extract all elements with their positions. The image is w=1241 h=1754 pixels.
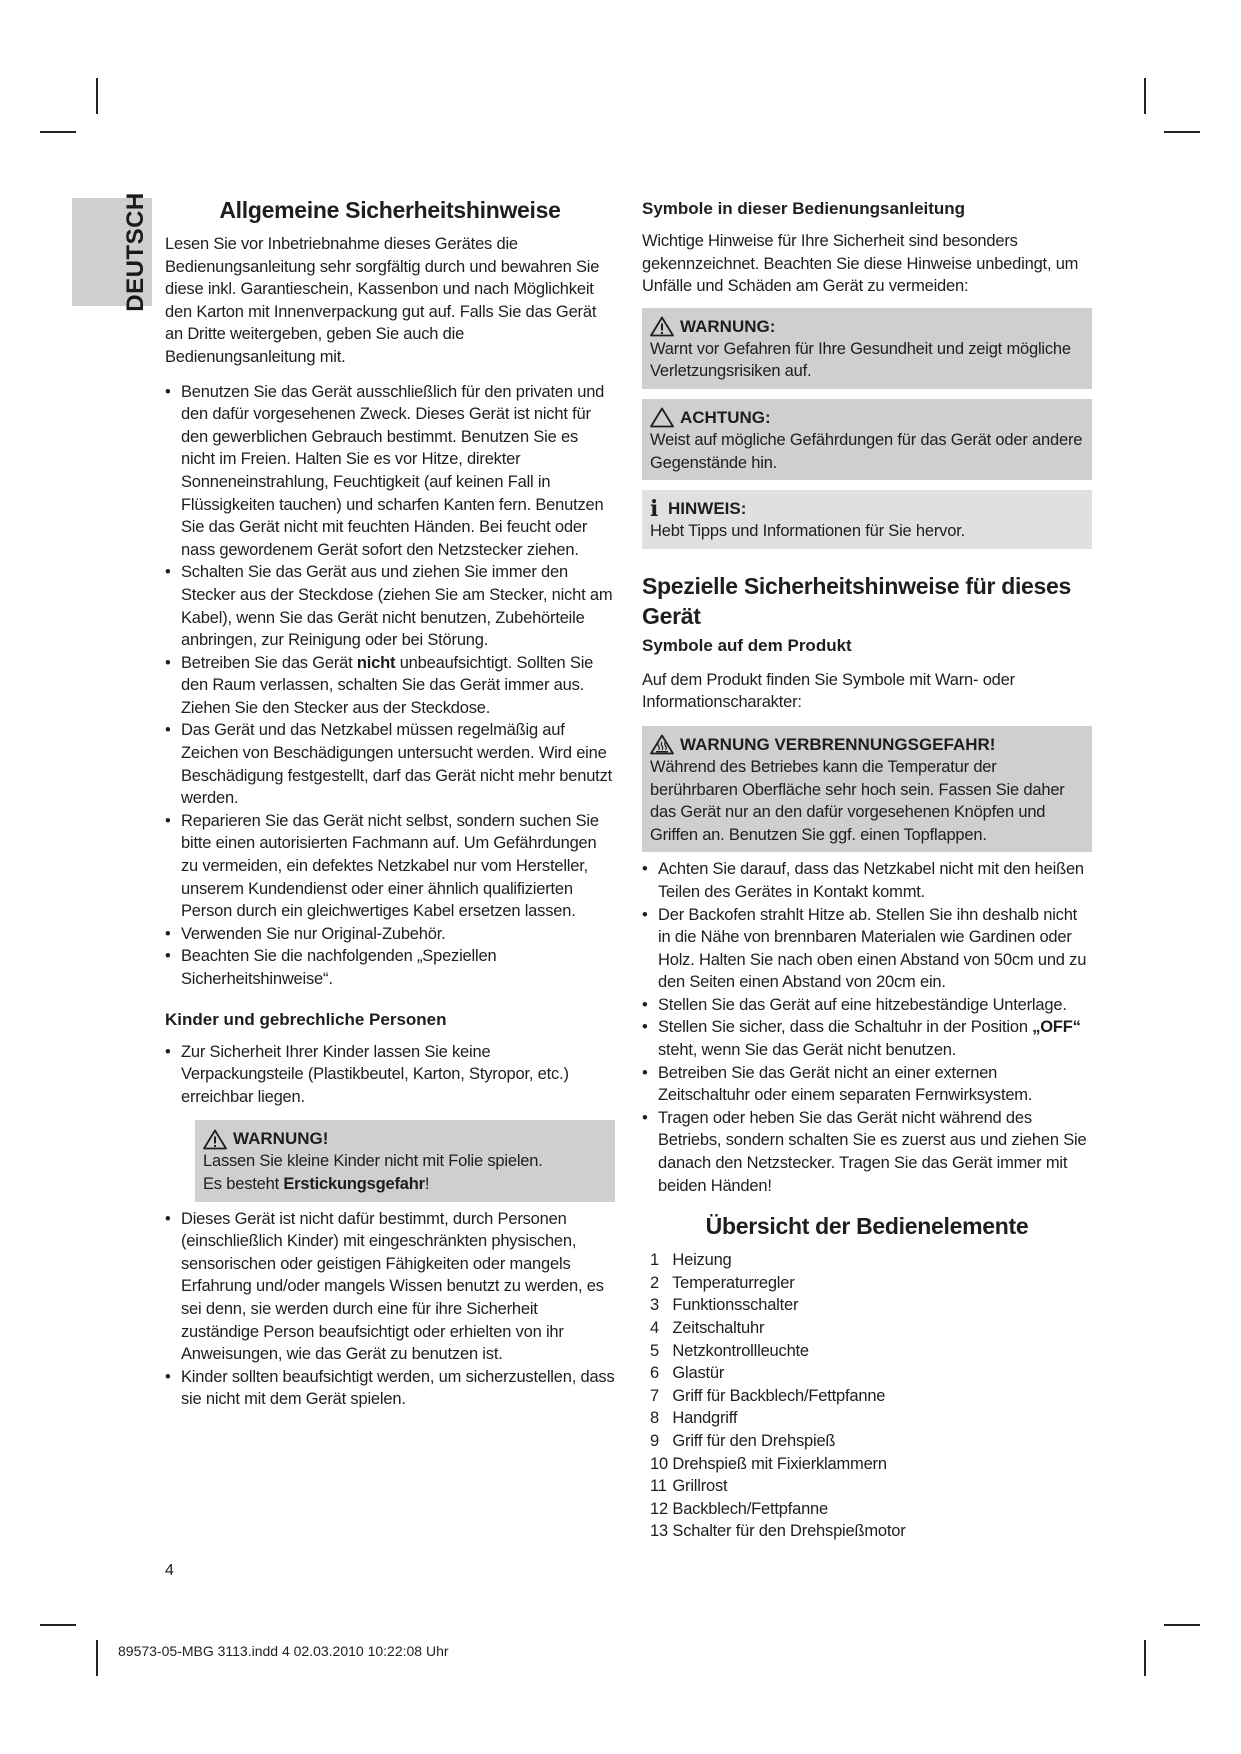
emphasis-off: „OFF“	[1032, 1018, 1081, 1037]
print-footer: 89573-05-MBG 3113.indd 4 02.03.2010 10:22:08 Uhr	[118, 1643, 449, 1659]
list-item: • Reparieren Sie das Gerät nicht selbst, sondern suchen Sie bitte einen autorisierten Fachmann auf. Um Gefährdungen zu vermeiden, ein defektes Netzkabel nur vom Hersteller, unserem Kundendienst oder einer ähnlich qualifizierten Person durch ein gleichwertiges Kabel ersetzen lassen.	[165, 810, 615, 923]
warning-triangle-icon	[650, 316, 674, 337]
list-item: • Achten Sie darauf, dass das Netzkabel nicht mit den heißen Teilen des Gerätes in Kontakt kommt.	[642, 858, 1092, 903]
list-item: • Verwenden Sie nur Original-Zubehör.	[165, 923, 615, 946]
warning-box	[642, 308, 1092, 389]
left-column	[165, 195, 615, 1411]
burn-warning-text: Während des Betriebes kann die Temperatur der berührbaren Oberfläche sehr hoch sein. Fassen Sie daher das Gerät nur an den dafür vorgesehenen Knöpfen und Griffen an. Benutzen Sie ggf. einen Topflappen.	[650, 757, 1065, 844]
caution-box-text: Weist auf mögliche Gefährdungen für das Gerät oder andere Gegenstände hin.	[650, 430, 1083, 472]
caution-triangle-icon	[650, 407, 674, 428]
list-item: • Zur Sicherheit Ihrer Kinder lassen Sie keine Verpackungsteile (Plastikbeutel, Karton, Styropor, etc.) erreichbar liegen.	[165, 1041, 615, 1109]
emphasis-nicht: nicht	[356, 653, 396, 672]
general-safety-list	[165, 381, 615, 991]
control-item: 13 Schalter für den Drehspießmotor	[650, 1522, 906, 1541]
control-item: 5 Netzkontrollleuchte	[650, 1341, 809, 1360]
persons-list	[165, 1208, 615, 1411]
warning-box-text: Warnt vor Gefahren für Ihre Gesundheit und zeigt mögliche Verletzungsrisiken auf.	[650, 339, 1071, 381]
list-item: • Das Gerät und das Netzkabel müssen regelmäßig auf Zeichen von Beschädigungen untersucht werden. Wird eine Beschädigung festgestellt, darf das Gerät nicht mehr benutzt werden.	[165, 719, 615, 809]
kids-warning-box	[195, 1120, 615, 1201]
language-tab-label: DEUTSCH	[122, 192, 149, 312]
controls-overview-title: Übersicht der Bedienelemente	[705, 1213, 1029, 1240]
list-item: • Benutzen Sie das Gerät ausschließlich für den privaten und den dafür vorgesehenen Zweck. Dieses Gerät ist nicht für den gewerblichen Gebrauch bestimmt. Benutzen Sie es nicht im Freien. Halten Sie es vor Hitze, direkter Sonneneinstrahlung, Feuchtigkeit (auf keinen Fall in Flüssigkeiten tauchen) und scharfen Kanten fern. Benutzen Sie das Gerät nicht mit feuchten Händen. Bei feucht oder nass gewordenem Gerät sofort den Netzstecker ziehen.	[165, 381, 615, 562]
kids-heading: Kinder und gebrechliche Personen	[165, 1009, 447, 1029]
control-item: 10 Drehspieß mit Fixierklammern	[650, 1454, 887, 1473]
control-item: 9 Griff für den Drehspieß	[650, 1431, 836, 1450]
warning-triangle-icon	[203, 1129, 227, 1150]
crop-mark	[96, 78, 98, 114]
note-box-text: Hebt Tipps und Informationen für Sie hervor.	[650, 522, 965, 541]
list-item: • Stellen Sie das Gerät auf eine hitzebeständige Unterlage.	[642, 994, 1092, 1017]
list-item: • Stellen Sie sicher, dass die Schaltuhr in der Position „OFF“ steht, wenn Sie das Gerät nicht benutzen.	[642, 1016, 1092, 1061]
control-item: 12 Backblech/Fettpfanne	[650, 1499, 828, 1518]
kids-warning-line1: Lassen Sie kleine Kinder nicht mit Folie spielen.	[203, 1152, 543, 1171]
control-item: 3 Funktionsschalter	[650, 1296, 799, 1315]
caution-box	[642, 399, 1092, 480]
caution-box-title: ACHTUNG:	[680, 407, 771, 427]
crop-mark	[1144, 1640, 1146, 1676]
list-item: • Der Backofen strahlt Hitze ab. Stellen Sie ihn deshalb nicht in die Nähe von brennbaren Materialen wie Gardinen oder Holz. Halten Sie nach oben einen Abstand von 50cm und zu den Seiten einen Abstand von 20cm ein.	[642, 904, 1092, 994]
note-box	[642, 490, 1092, 549]
page-number: 4	[165, 1562, 174, 1579]
list-item: • Betreiben Sie das Gerät nicht an einer externen Zeitschaltuhr oder einem separaten Fernwirksystem.	[642, 1062, 1092, 1107]
control-item: 8 Handgriff	[650, 1409, 738, 1428]
list-item: • Betreiben Sie das Gerät nicht unbeaufsichtigt. Sollten Sie den Raum verlassen, schalten Sie das Gerät immer aus. Ziehen Sie den Stecker aus der Steckdose.	[165, 652, 615, 720]
controls-list	[642, 1249, 1092, 1543]
list-item: • Tragen oder heben Sie das Gerät nicht während des Betriebs, sondern schalten Sie es zuerst aus und ziehen Sie danach den Netzstecker. Tragen Sie das Gerät immer mit beiden Händen!	[642, 1107, 1092, 1197]
info-icon: i	[650, 496, 659, 523]
list-item: • Kinder sollten beaufsichtigt werden, um sicherzustellen, dass sie nicht mit dem Gerät spielen.	[165, 1366, 615, 1411]
right-column	[642, 198, 1092, 1543]
product-symbols-heading: Symbole auf dem Produkt	[642, 635, 852, 655]
crop-mark	[1144, 78, 1146, 114]
product-symbols-text: Auf dem Produkt finden Sie Symbole mit Warn- oder Informationscharakter:	[642, 670, 1015, 712]
hot-surface-icon	[650, 734, 674, 755]
list-item: • Beachten Sie die nachfolgenden „Speziellen Sicherheitshinweise“.	[165, 945, 615, 990]
warning-box-title: WARNUNG:	[680, 316, 776, 336]
general-safety-title: Allgemeine Sicherheitshinweise	[219, 197, 561, 223]
burn-warning-title: WARNUNG VERBRENNUNGSGEFAHR!	[680, 734, 996, 754]
special-safety-title: Spezielle Sicherheitshinweise für dieses Gerät	[642, 572, 1072, 629]
control-item: 1 Heizung	[650, 1251, 732, 1270]
control-item: 2 Temperaturregler	[650, 1273, 795, 1292]
control-item: 11 Grillrost	[650, 1477, 728, 1496]
special-safety-list	[642, 858, 1092, 1197]
kids-warning-title: WARNUNG!	[203, 1128, 607, 1150]
list-item: • Schalten Sie das Gerät aus und ziehen Sie immer den Stecker aus der Steckdose (ziehen Sie am Stecker, nicht am Kabel), wenn Sie das Gerät nicht benutzen, Zubehörteile anbringen, zur Reinigung oder bei Störung.	[165, 561, 615, 651]
crop-mark	[40, 1624, 76, 1626]
crop-mark	[1164, 131, 1200, 133]
kids-list	[165, 1041, 615, 1109]
control-item: 4 Zeitschaltuhr	[650, 1319, 765, 1337]
symbols-intro: Wichtige Hinweise für Ihre Sicherheit sind besonders gekennzeichnet. Beachten Sie diese Hinweise unbedingt, um Unfälle und Schäden am Gerät zu vermeiden:	[642, 232, 1079, 296]
crop-mark	[1164, 1624, 1200, 1626]
crop-mark	[96, 1640, 98, 1676]
symbols-heading: Symbole in dieser Bedienungsanleitung	[642, 199, 966, 218]
control-item: 7 Griff für Backblech/Fettpfanne	[650, 1386, 886, 1405]
burn-warning-box	[642, 726, 1092, 852]
intro-paragraph: Lesen Sie vor Inbetriebnahme dieses Gerätes die Bedienungsanleitung sehr sorgfältig durch und bewahren Sie diese inkl. Garantieschein, Kassenbon und nach Möglichkeit den Karton mit Innenverpackung gut auf. Falls Sie das Gerät an Dritte weitergeben, geben Sie auch die Bedienungsanleitung mit.	[165, 235, 600, 366]
kids-warning-line2: Es besteht Erstickungsgefahr!	[203, 1174, 430, 1193]
crop-mark	[40, 131, 76, 133]
list-item: • Dieses Gerät ist nicht dafür bestimmt, durch Personen (einschließlich Kinder) mit eingeschränkten physischen, sensorischen oder geistigen Fähigkeiten oder mangels Erfahrung und/oder mangels Wissen benutzt zu werden, es sei denn, sie werden durch eine für ihre Sicherheit zuständige Person beaufsichtigt oder erhielten von ihr Anweisungen, wie das Gerät zu benutzen ist.	[165, 1208, 615, 1366]
note-box-title: HINWEIS:	[668, 499, 747, 519]
control-item: 6 Glastür	[650, 1364, 725, 1383]
